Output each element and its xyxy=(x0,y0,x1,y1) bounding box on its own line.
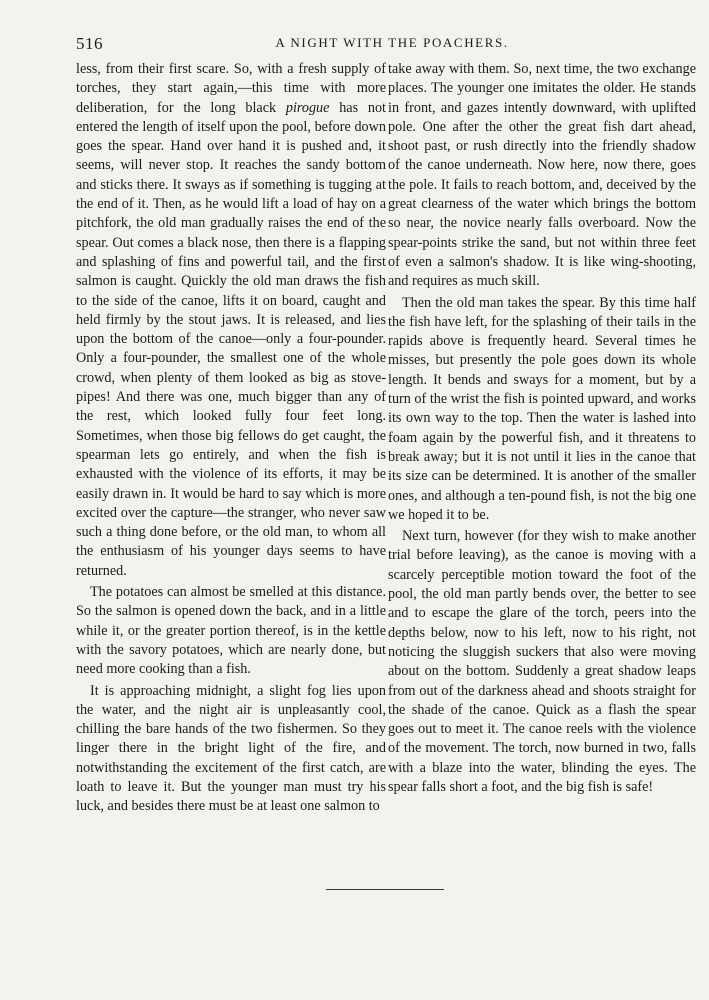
paragraph: The potatoes can almost be smelled at this distance. So the salmon is opened down the back, and in a little while it, or the greater portion thereof, is in the kettle with the savory potatoes, which are nearly done, but need more cooking than a fish. xyxy=(76,584,386,678)
running-title: A NIGHT WITH THE POACHERS. xyxy=(275,35,509,50)
left-column xyxy=(76,60,386,817)
paragraph-text: has not entered the length of itself upon the pool, before down goes the spear. Hand over hand it is pushed and, it seems, will never stop. It reaches the sandy bottom and sticks there. It sways as if something is tugging at the end of it. Then, as he would lift a load of hay on a pitchfork, the old man gradually raises the end of the spear. Out comes a black nose, then there is a flapping and splashing of fins and powerful tail, and the first salmon is caught. Quickly the old man draws the fish to the side of the canoe, lifts it on board, caught and held firmly by the stout jaws. It is released, and lies upon the bottom of the canoe—only a four-pounder. Only a four-pounder, the smallest one of the whole crowd, when plenty of them looked as big as stove-pipes! And there was one, much bigger than any of the rest, which looked fully four feet long. Sometimes, when those big fellows do get caught, the spearman lets go entirely, and when the fish is exhausted with the violence of its efforts, it may be easily drawn in. It would be hard to say which is more excited over the capture—the stranger, who never saw such a thing done before, or the old man, to whom all the enthusiasm of his younger days seems to have returned. xyxy=(76,99,386,579)
paragraph-text: less, from their first scare. So, with a fresh supply of torches, they start again,—this time with more deliberation, for the long black xyxy=(76,61,386,116)
right-column xyxy=(388,60,696,797)
section-divider xyxy=(326,889,444,890)
paragraph xyxy=(76,60,386,581)
paragraph: Then the old man takes the spear. By this time half the fish have left, for the splashing of their tails in the rapids above is frequently heard. Several times he misses, but presently the pole goes down its whole length. It bends and sways for a moment, but by a turn of the wrist the fish is pointed upward, and works its own way to the top. Then the water is lashed into foam again by the powerful fish, and it threatens to break away; but it is not until it lies in the canoe that its size can be determined. It is another of the smaller ones, and although a ten-pound fish, is not the big one we hoped it to be. xyxy=(388,294,696,523)
page-number: 516 xyxy=(76,34,103,53)
paragraph: Next turn, however (for they wish to make another trial before leaving), as the canoe is moving with a scarcely perceptible motion toward the foot of the pool, the old man partly bends over, the better to see and to escape the glare of the torch, peers into the depths below, now to his left, now to his right, not noticing the sluggish suckers that also were moving about on the bottom. Suddenly a great shadow leaps from out of the darkness ahead and shoots straight for the shade of the canoe. Quick as a flash the spear goes out to meet it. The canoe reels with the violence of the movement. The torch, now burned in two, falls with a blaze into the water, blinding the eyes. The spear falls short a foot, and the big fish is safe! xyxy=(388,528,696,795)
paragraph: take away with them. So, next time, the two exchange places. The younger one imitates the older. He stands in front, and gazes intently downward, with uplifted pole. One after the other the great fish dart ahead, shoot past, or rush directly into the friendly shadow of the canoe underneath. Now here, now there, goes the pole. It fails to reach bottom, and, deceived by the great clearness of the water which brings the bottom so near, the novice nearly falls overboard. Now the spear-points strike the sand, but not within three feet of even a salmon's shadow. It is like wing-shooting, and requires as much skill. xyxy=(388,61,696,290)
paragraph: It is approaching midnight, a slight fog lies upon the water, and the night air is unpleasantly cool, chilling the bare hands of the two fishermen. So they linger there in the bright light of the fire, and notwithstanding the excitement of the first catch, are loath to leave it. But the younger man must try his luck, and besides there must be at least one salmon to xyxy=(76,682,386,815)
italic-word: pirogue xyxy=(285,99,330,116)
page-header xyxy=(76,34,696,56)
